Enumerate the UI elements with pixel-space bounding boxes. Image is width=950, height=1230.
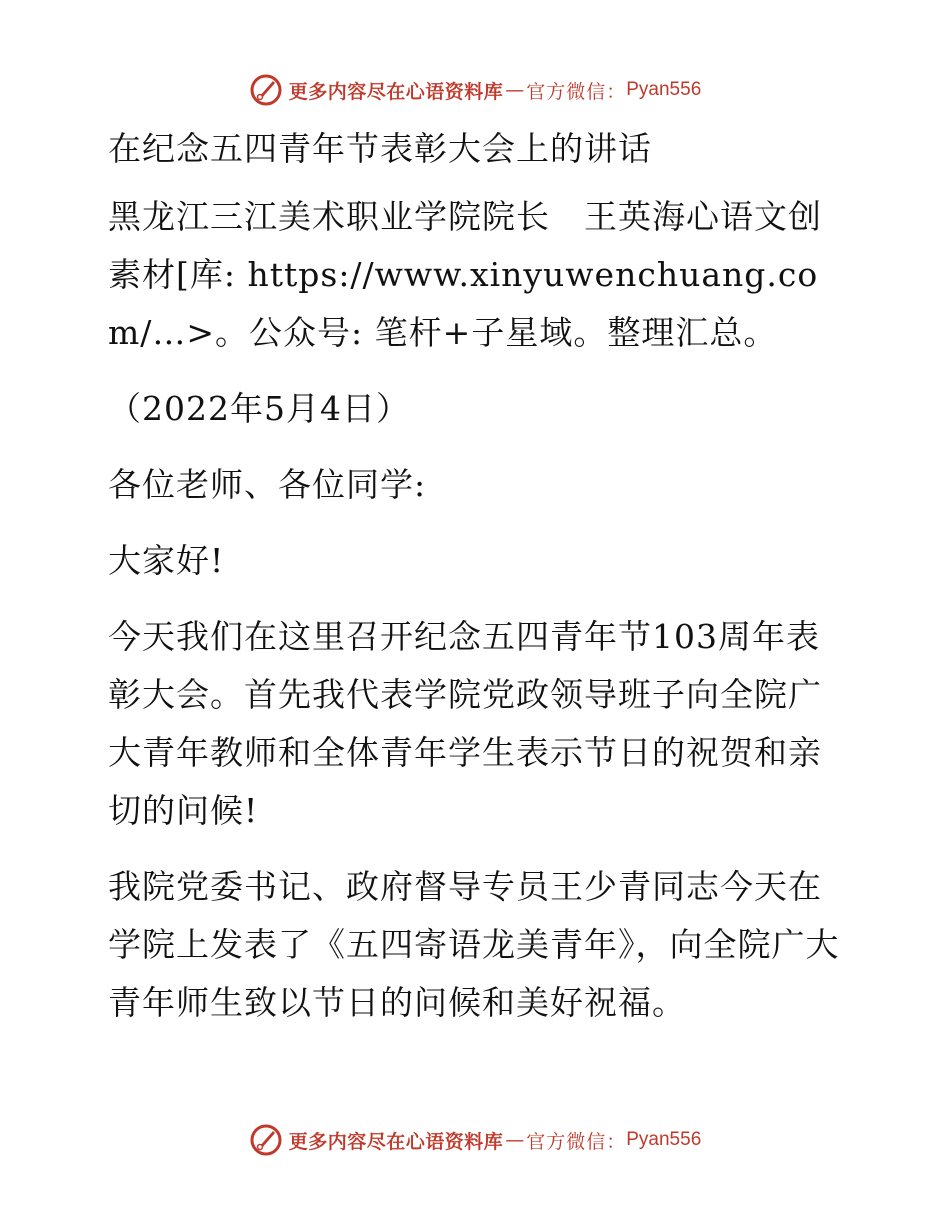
document-paragraph: 我院党委书记、政府督导专员王少青同志今天在学院上发表了《五四寄语龙美青年》，向全院广大青年师生致以节日的问候和美好祝福。: [108, 867, 840, 1022]
document-byline: 黑龙江三江美术职业学院院长 王英海心语文创素材[库: https://www.xinyuwenchuang.com/…>。公众号: 笔杆+子星域。整理汇总。: [108, 197, 822, 352]
banner-wechat-label: 官方微信：: [526, 1130, 627, 1153]
banner-dash: —: [505, 1129, 525, 1151]
quill-pen-seal-icon: [249, 1123, 283, 1157]
document-title: 在纪念五四青年节表彰大会上的讲话: [108, 129, 652, 168]
banner-wechat-label: 官方微信：: [526, 80, 627, 103]
footer-watermark-banner: [0, 1120, 950, 1160]
banner-dash: —: [505, 79, 525, 101]
document-date: （2022年5月4日）: [108, 389, 410, 428]
header-watermark-banner: [0, 70, 950, 110]
document-salutation: 各位老师、各位同学:: [108, 465, 427, 504]
document-greeting: 大家好!: [108, 541, 225, 580]
document-body: [98, 120, 850, 1050]
document-paragraph: 今天我们在这里召开纪念五四青年节103周年表彰大会。首先我代表学院党政领导班子向全院广大青年教师和全体青年学生表示节日的祝贺和亲切的问候!: [108, 617, 822, 830]
banner-brand-text: 更多内容尽在心语资料库: [288, 1130, 504, 1153]
banner-brand-text: 更多内容尽在心语资料库: [288, 80, 504, 103]
quill-pen-seal-icon: [249, 73, 283, 107]
banner-account: Pyan556: [626, 79, 702, 100]
banner-account: Pyan556: [626, 1129, 702, 1150]
